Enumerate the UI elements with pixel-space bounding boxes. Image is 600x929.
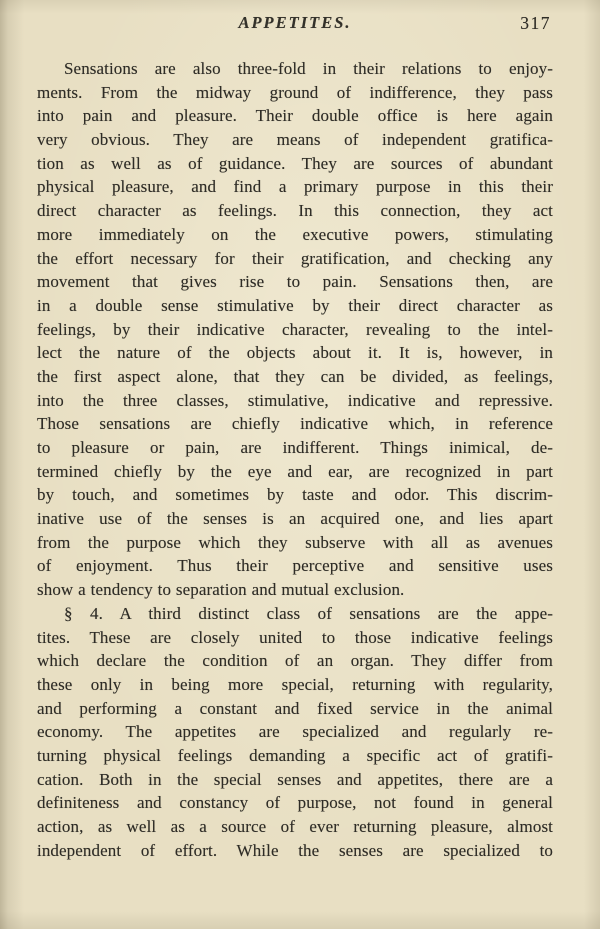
text-line: of enjoyment. Thus their perceptive and sensitive uses	[37, 556, 553, 576]
text-line: the effort necessary for their gratification, and checking any	[37, 248, 553, 268]
text-line: physical pleasure, and find a primary purpose in this their	[37, 177, 553, 197]
paragraph	[37, 602, 553, 863]
page-title: APPETITES.	[238, 13, 352, 32]
text-line: Those sensations are chiefly indicative which, in reference	[37, 414, 553, 434]
text-line: turning physical feelings demanding a specific act of gratifi-	[37, 745, 553, 765]
text-line: these only in being more special, returning with regularity,	[37, 674, 553, 694]
page-number: 317	[520, 13, 551, 33]
paragraph	[37, 57, 553, 602]
text-line: more immediately on the executive powers, stimulating	[37, 224, 553, 244]
text-line: into pain and pleasure. Their double office is here again	[37, 106, 553, 126]
text-line: which declare the condition of an organ. They differ from	[37, 651, 553, 671]
text-line: termined chiefly by the eye and ear, are recognized in part	[37, 461, 553, 481]
text-line: from the purpose which they subserve with all as avenues	[37, 532, 553, 552]
text-line: movement that gives rise to pain. Sensations then, are	[37, 272, 553, 292]
text-line: independent of effort. While the senses are specialized to	[37, 840, 553, 860]
text-line: and performing a constant and fixed service in the animal	[37, 698, 553, 718]
text-line: Sensations are also three-fold in their relations to enjoy-	[64, 59, 553, 78]
text-line: ments. From the midway ground of indifference, they pass	[37, 82, 553, 102]
text-line: definiteness and constancy of purpose, not found in general	[37, 793, 553, 813]
text-line: lect the nature of the objects about it. It is, however, in	[37, 343, 553, 363]
text-line: tion as well as of guidance. They are sources of abundant	[37, 153, 553, 173]
running-header	[37, 13, 553, 35]
text-line: into the three classes, stimulative, indicative and repressive.	[37, 390, 553, 410]
text-line: by touch, and sometimes by taste and odor. This discrim-	[37, 485, 553, 505]
text-line: very obvious. They are means of independent gratifica-	[37, 130, 553, 150]
text-line: the first aspect alone, that they can be divided, as feelings,	[37, 366, 553, 386]
text-line: in a double sense stimulative by their direct character as	[37, 295, 553, 315]
text-line: economy. The appetites are specialized and regularly re-	[37, 722, 553, 742]
text-line: feelings, by their indicative character, revealing to the intel-	[37, 319, 553, 339]
text-line: § 4. A third distinct class of sensations are the appe-	[64, 603, 553, 623]
text-line: inative use of the senses is an acquired one, and lies apart	[37, 509, 553, 529]
text-line: action, as well as a source of ever returning pleasure, almost	[37, 817, 553, 836]
text-line: to pleasure or pain, are indifferent. Things inimical, de-	[37, 438, 553, 457]
text-line: show a tendency to separation and mutual exclusion.	[37, 580, 405, 600]
body-text	[37, 57, 553, 862]
text-line: direct character as feelings. In this connection, they act	[37, 201, 553, 221]
text-line: tites. These are closely united to those indicative feelings	[37, 627, 553, 647]
text-line: cation. Both in the special senses and appetites, there are a	[37, 769, 553, 789]
